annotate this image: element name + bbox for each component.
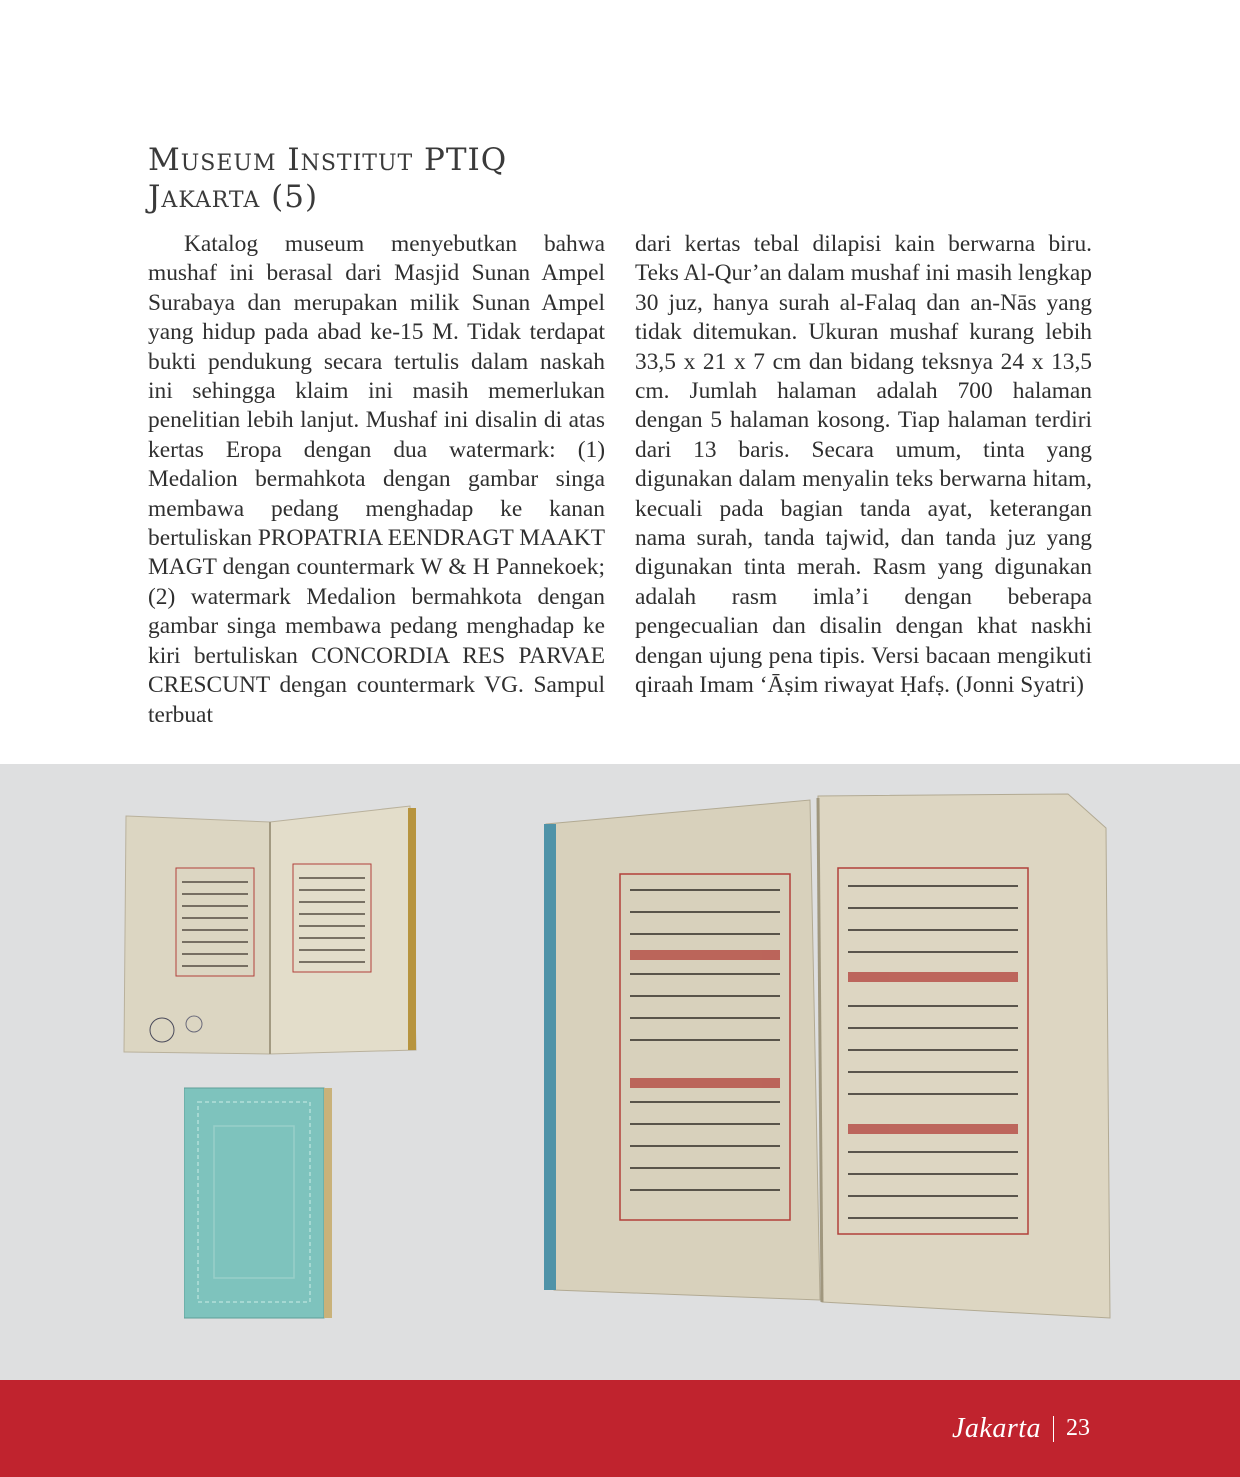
footer-band [0,1380,1240,1477]
large-mushaf-photo [540,790,1115,1320]
page-number: 23 [1066,1415,1090,1441]
article-column-right: dari kertas tebal dilapisi kain berwarna biru. Teks Al-Qur’an dalam mushaf ini masih lengkap 30 juz, hanya surah al-Falaq dan an-Nās yang tidak ditemukan. Ukuran mushaf kurang lebih 33,5 x 21 x 7 cm dan bidang teksnya 24 x 13,5 cm. Jumlah halaman adalah 700 halaman dengan 5 halaman kosong. Tiap halaman terdiri dari 13 baris. Secara umum, tinta yang digunakan dalam menyalin teks berwarna hitam, kecuali pada bagian tanda ayat, keterangan nama surah, tanda tajwid, dan tanda juz yang digunakan tinta merah. Rasm yang digunakan adalah rasm imla’i dengan beberapa pengecualian dan disalin dengan khat naskhi dengan ujung pena tipis. Versi bacaan mengikuti qiraah Imam ‘Āṣim riwayat Ḥafṣ. (Jonni Syatri) [635,231,1092,699]
article-column-left: Katalog museum menyebutkan bahwa mushaf ini berasal dari Masjid Sunan Ampel Surabaya dan merupakan milik Sunan Ampel yang hidup pada abad ke-15 M. Tidak terdapat bukti pendukung secara tertulis dalam naskah ini sehingga klaim ini masih memerlukan penelitian lebih lanjut. Mushaf ini disalin di atas kertas Eropa dengan dua watermark: (1) Medalion bermahkota dengan gambar singa membawa pedang menghadap ke kanan bertuliskan PROPATRIA EENDRAGT MAAKT MAGT dengan countermark W & H Pannekoek; (2) watermark Medalion bermahkota dengan gambar singa membawa pedang menghadap ke kiri bertuliskan CONCORDIA RES PARVAE CRESCUNT dengan countermark VG. Sampul terbuat [148,231,605,728]
footer-separator [1053,1416,1054,1442]
open-mushaf-photo [118,802,420,1060]
article-title [148,142,608,216]
blue-cover-photo [184,1086,334,1320]
photo-section [0,764,1240,1380]
title-line-1: Museum Institut PTIQ [148,142,508,178]
title-line-2: Jakarta (5) [148,179,319,215]
footer-city: Jakarta [951,1412,1041,1444]
footer-running-head [952,1380,1090,1477]
